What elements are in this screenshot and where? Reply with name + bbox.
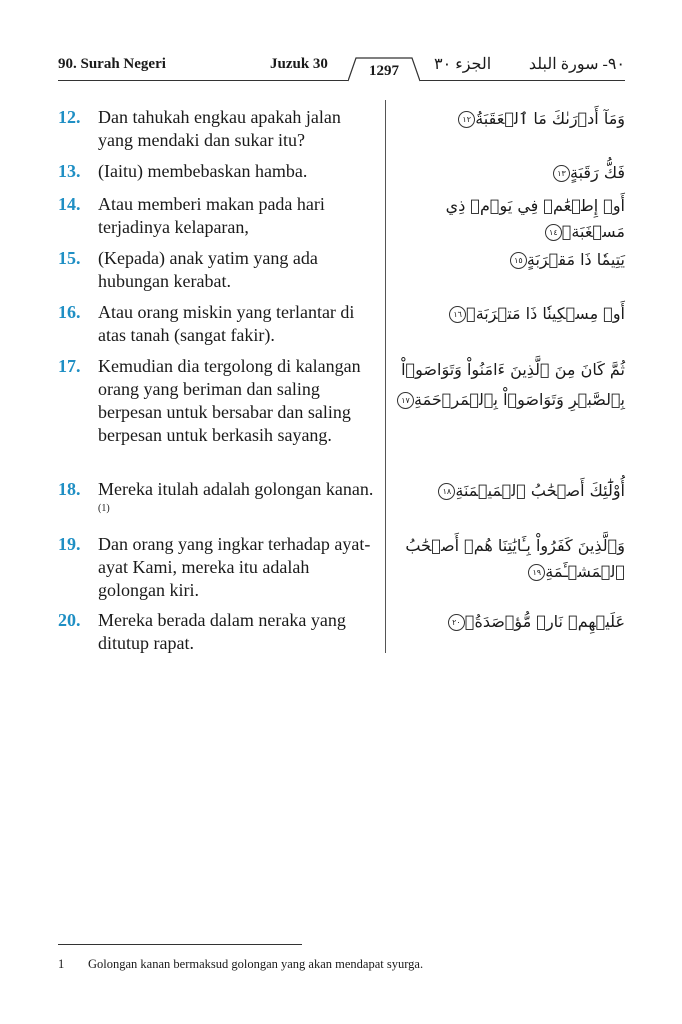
verse-arabic: وَمَآ أَدۡرَىٰكَ مَا ٱلۡعَقَبَةُ١٢ — [395, 106, 625, 132]
verse-number: 14. — [58, 194, 81, 214]
verse-number: 18. — [58, 479, 81, 499]
verse-end-mark: ١٧ — [397, 392, 414, 409]
verse-translation: (Kepada) anak yatim yang ada hubungan kerabat. — [98, 248, 318, 291]
verse-end-mark: ١٥ — [510, 252, 527, 269]
verse-number: 12. — [58, 107, 81, 127]
verse-number: 13. — [58, 161, 81, 181]
column-divider — [385, 100, 386, 653]
verse-translation: Mereka berada dalam neraka yang ditutup rapat. — [98, 610, 346, 653]
page-header — [58, 54, 625, 82]
verse-arabic: أَوۡ إِطۡعَٰمٞ فِي يَوۡمٖ ذِي مَسۡغَبَةٖ١٤ — [445, 196, 625, 241]
verse-arabic: وَٱلَّذِينَ كَفَرُواْ بِـَٔايَٰتِنَا هُمۡ أَصۡحَٰبُ ٱلۡمَشۡـَٔمَةِ١٩ — [405, 536, 625, 581]
verse-arabic: أَوۡ مِسۡكِينٗا ذَا مَتۡرَبَةٖ١٦ — [395, 301, 625, 327]
verse-end-mark: ١٤ — [545, 224, 562, 241]
verse-number: 19. — [58, 534, 81, 554]
verse-translation: Mereka itulah adalah golongan kanan.$^{(1)}$ — [98, 479, 374, 514]
footnote-text: Golongan kanan bermaksud golongan yang akan mendapat syurga. — [88, 957, 424, 971]
verse-end-mark: ١٣ — [553, 165, 570, 182]
verse-number: 16. — [58, 302, 81, 322]
surah-title-latin: 90. Surah Negeri — [58, 56, 166, 72]
verse-end-mark: ١٦ — [449, 306, 466, 323]
verse-translation: Dan tahukah engkau apakah jalan yang mendaki dan sukar itu? — [98, 107, 341, 150]
verse-number: 15. — [58, 248, 81, 268]
verse-end-mark: ١٢ — [458, 111, 475, 128]
footnote-number: 1 — [58, 957, 65, 971]
juz-label-latin: Juzuk 30 — [270, 56, 328, 72]
surah-title-arabic: ٩٠- سورة البلد — [528, 56, 625, 73]
header-rule — [58, 80, 625, 81]
verse-arabic: عَلَيۡهِمۡ نَارٞ مُّؤۡصَدَةُۢ٢٠ — [395, 609, 625, 635]
verse-end-mark: ٢٠ — [448, 614, 465, 631]
verse-end-mark: ١٩ — [528, 564, 545, 581]
verse-arabic: ثُمَّ كَانَ مِنَ ٱلَّذِينَ ءَامَنُواْ وَتَوَاصَوۡاْ بِٱلصَّبۡرِ وَتَوَاصَوۡاْ بِٱلۡمَرۡحَمَةِ١٧ — [395, 355, 625, 415]
juz-label-arabic: الجزء ٣٠ — [434, 56, 492, 73]
verse-translation: (Iaitu) membebaskan hamba. — [98, 161, 308, 181]
verse-translation: Atau memberi makan pada hari terjadinya kelaparan, — [98, 194, 325, 237]
verse-translation: Dan orang yang ingkar terhadap ayat-ayat Kami, mereka itu adalah golongan kiri. — [98, 534, 371, 600]
footnote-rule — [58, 944, 302, 945]
footnote — [58, 957, 628, 972]
footnote-reference[interactable]: (1) — [98, 503, 110, 514]
page-number: 1297 — [369, 63, 399, 79]
verse-number: 17. — [58, 356, 81, 376]
verse-arabic: يَتِيمٗا ذَا مَقۡرَبَةٍ١٥ — [395, 247, 625, 273]
verse-end-mark: ١٨ — [438, 483, 455, 500]
verse-arabic: فَكُّ رَقَبَةٍ١٣ — [395, 160, 625, 186]
verse-number: 20. — [58, 610, 81, 630]
verse-translation: Kemudian dia tergolong di kalangan orang yang beriman dan saling berpesan untuk bersabar dan saling berpesan untuk berkasih sayang. — [98, 356, 361, 445]
verse-translation: Atau orang miskin yang terlantar di atas tanah (sangat fakir). — [98, 302, 355, 345]
verse-arabic: أُوْلَٰٓئِكَ أَصۡحَٰبُ ٱلۡمَيۡمَنَةِ١٨ — [395, 478, 625, 504]
